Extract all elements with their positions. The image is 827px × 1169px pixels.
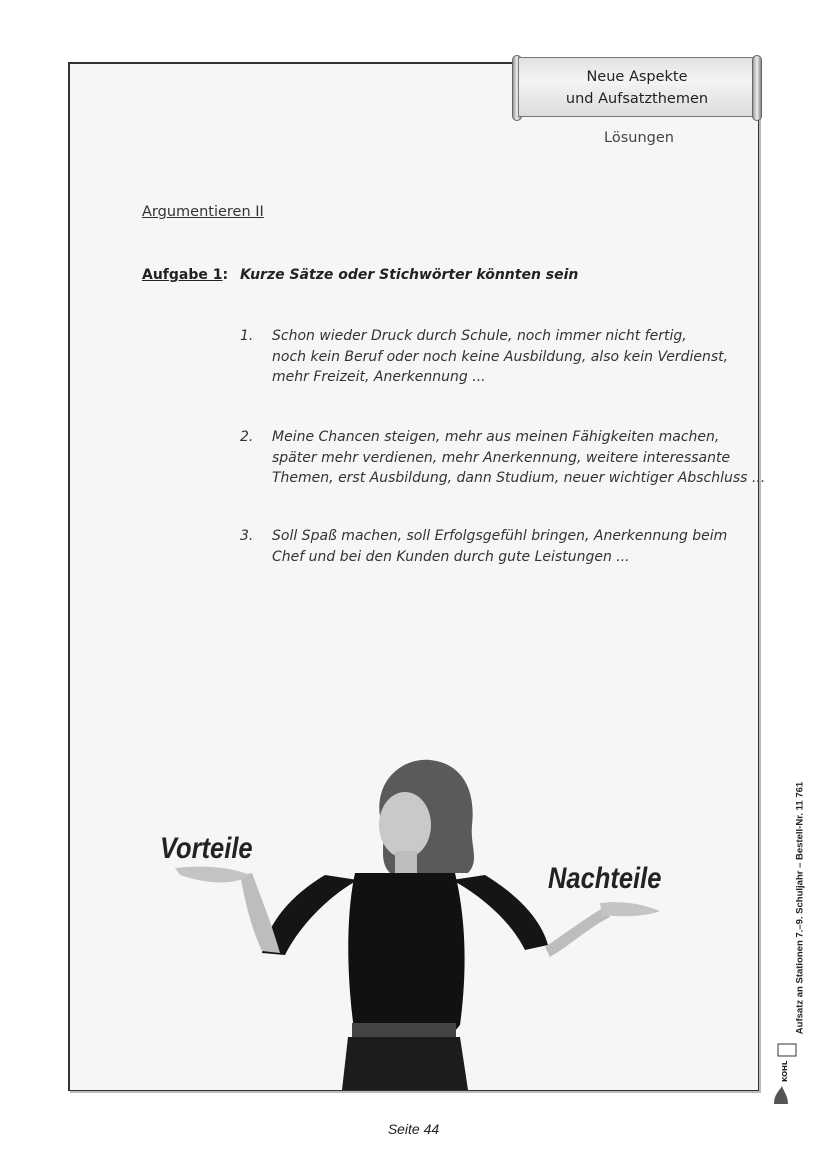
- publication-info: Aufsatz an Stationen 7.–9. Schuljahr – Bestell-Nr. 11 761: [794, 781, 806, 1034]
- advantages-label: Vorteile: [160, 832, 253, 865]
- list-item-line: Soll Spaß machen, soll Erfolgsgefühl bringen, Anerkennung beim: [272, 528, 728, 544]
- woman-right-hand: [600, 902, 660, 916]
- section-heading: Argumentieren II: [142, 204, 264, 220]
- task-1: [142, 267, 579, 283]
- list-item-line: Chef und bei den Kunden durch gute Leistungen ...: [272, 548, 630, 565]
- list-item-line: Meine Chancen steigen, mehr aus meinen Fähigkeiten machen,: [272, 429, 720, 445]
- solutions-label: Lösungen: [604, 130, 674, 146]
- page-number: Seite 44: [387, 1121, 440, 1137]
- list-item-line: Themen, erst Ausbildung, dann Studium, neuer wichtiger Abschluss ...: [272, 470, 766, 486]
- list-item-number: 3.: [240, 528, 254, 544]
- woman-belt: [352, 1023, 456, 1037]
- logo-text: KOHL: [781, 1060, 789, 1082]
- woman-left-forearm: [240, 873, 280, 953]
- list-item-line: später mehr verdienen, mehr Anerkennung, weitere interessante: [272, 449, 731, 466]
- scroll-title-line-2: und Aufsatzthemen: [565, 91, 709, 107]
- list-item-number: 1.: [240, 328, 254, 344]
- woman-weighing-illustration: [150, 755, 680, 1090]
- scroll-title: [518, 57, 756, 117]
- woman-right-forearm: [545, 907, 610, 957]
- disadvantages-label: Nachteile: [548, 862, 662, 895]
- list-item-number: 2.: [240, 429, 254, 445]
- list-item-line: mehr Freizeit, Anerkennung ...: [272, 369, 486, 385]
- scroll-roll-right: [752, 55, 762, 121]
- woman-neck: [395, 851, 417, 873]
- woman-torso: [348, 873, 464, 1037]
- task-label: Aufgabe 1: [142, 267, 223, 283]
- woman-face: [379, 792, 431, 858]
- side-publication-text: [791, 775, 809, 1040]
- title-scroll-banner: [512, 55, 762, 121]
- list-item-line: noch kein Beruf oder noch keine Ausbildung, also kein Verdienst,: [272, 348, 729, 365]
- woman-right-arm: [452, 875, 548, 950]
- woman-left-hand: [175, 867, 250, 883]
- woman-jeans: [342, 1037, 468, 1090]
- task-text: Kurze Sätze oder Stichwörter könnten sein: [240, 267, 579, 283]
- task-colon: :: [222, 267, 229, 283]
- scroll-title-line-1: Neue Aspekte: [586, 69, 688, 85]
- kohl-logo-icon: [770, 1042, 800, 1108]
- list-item-line: Schon wieder Druck durch Schule, noch immer nicht fertig,: [272, 328, 687, 344]
